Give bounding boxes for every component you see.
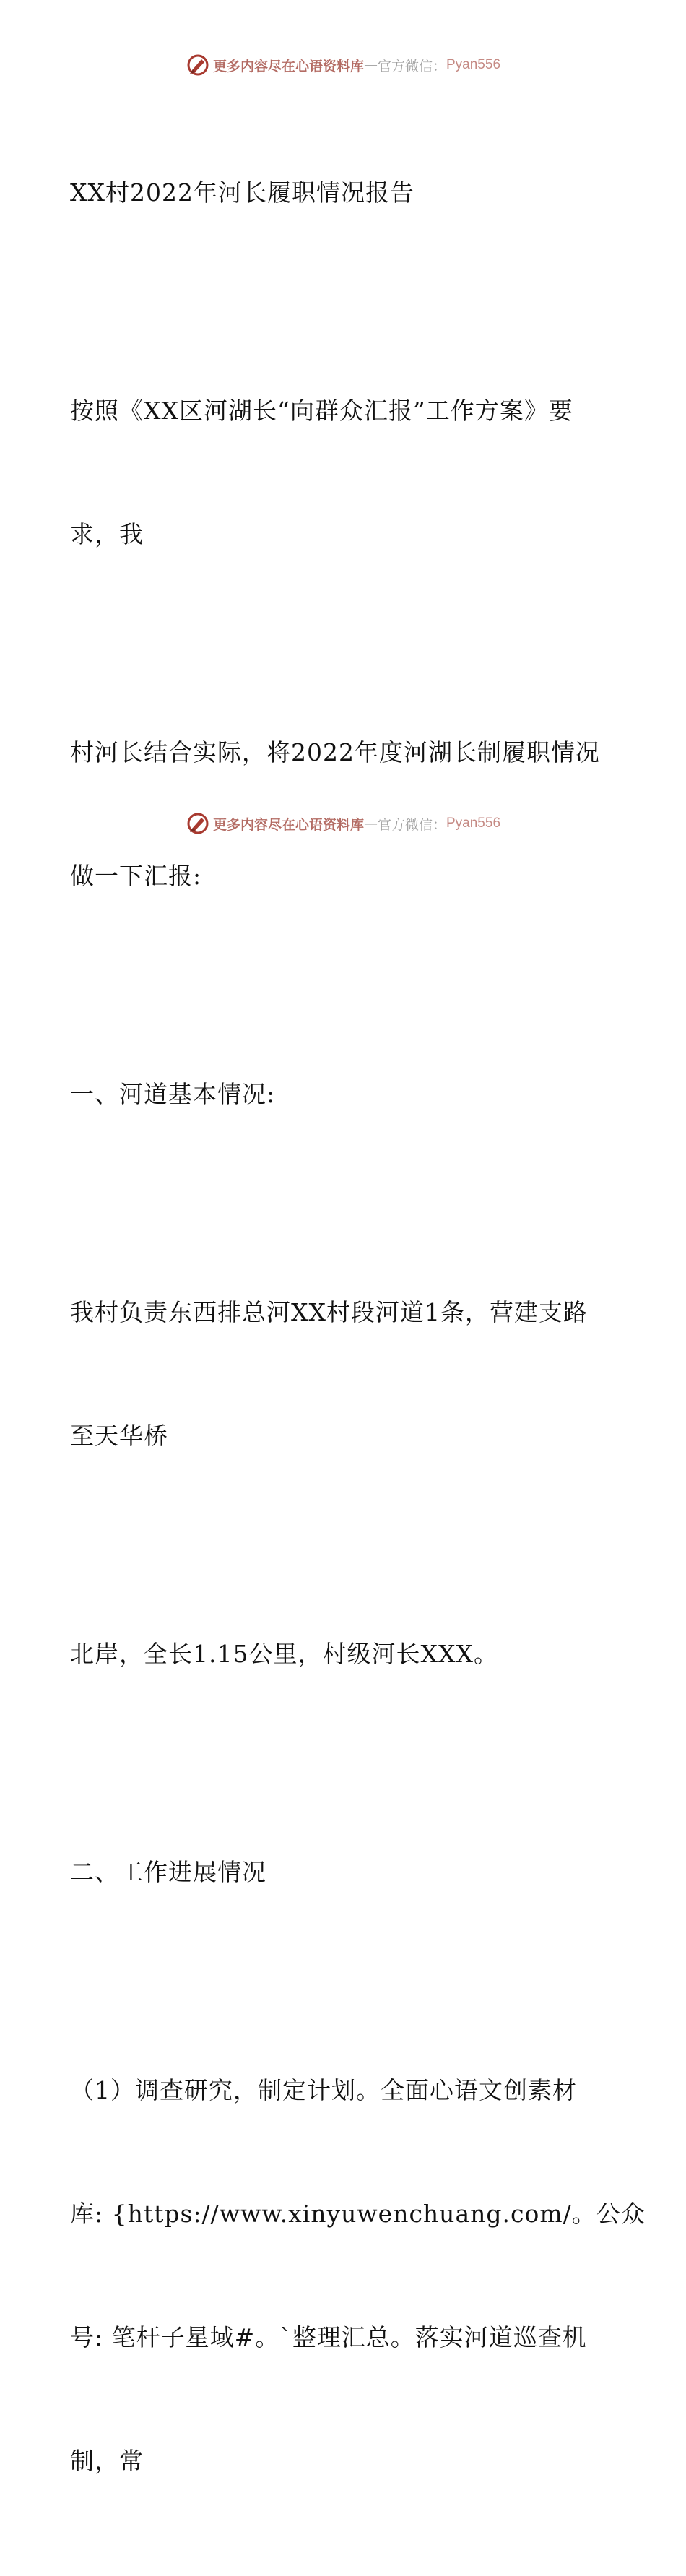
text-line: XX村2022年河长履职情况报告 — [70, 178, 414, 207]
pen-nib-logo-icon — [186, 811, 210, 836]
document-title — [70, 90, 612, 295]
text-line: 二、工作进展情况 — [70, 1858, 266, 1886]
text-line: 村河长结合实际，将2022年度河湖长制履职情况 — [70, 738, 600, 766]
section-heading — [70, 1769, 612, 1975]
text-line: 求，我 — [70, 520, 144, 548]
document-body — [70, 90, 646, 2576]
paragraph — [70, 308, 612, 637]
header-label: 官方微信： — [377, 58, 446, 74]
footer-brand-text: 更多内容尽在心语资料库 — [212, 816, 364, 833]
header-watermark — [0, 51, 686, 79]
header-account: Pyan556 — [446, 57, 501, 72]
paragraph — [70, 1551, 612, 1757]
section-heading — [70, 991, 612, 1197]
text-line: 制，常 — [70, 2447, 144, 2475]
text-line: 一、河道基本情况: — [70, 1080, 276, 1108]
footer-label: 官方微信： — [377, 816, 446, 833]
header-brand-text: 更多内容尽在心语资料库 — [212, 58, 364, 74]
pen-nib-logo-icon — [186, 53, 210, 77]
footer-dash: — — [363, 816, 378, 831]
paragraph — [70, 1209, 612, 1539]
text-line: 我村负责东西排总河XX村段河道1条，营建支路 — [70, 1298, 588, 1326]
paragraph — [70, 1987, 646, 2564]
text-line: 号: 笔杆子星域#。`整理汇总。落实河道巡查机 — [70, 2323, 587, 2351]
text-line: 做一下汇报: — [70, 862, 202, 890]
text-line: 至天华桥 — [70, 1422, 168, 1450]
footer-account: Pyan556 — [446, 816, 501, 831]
text-line: 北岸，全长1.15公里，村级河长XXX。 — [70, 1640, 498, 1668]
header-dash: — — [363, 57, 378, 73]
text-line: 库: {https://www.xinyuwenchuang.com/。公众 — [70, 2200, 646, 2228]
text-line: （1）调查研究，制定计划。全面心语文创素材 — [70, 2076, 577, 2104]
footer-watermark — [0, 809, 686, 838]
text-line: 按照《XX区河湖长“向群众汇报”工作方案》要 — [70, 397, 573, 425]
